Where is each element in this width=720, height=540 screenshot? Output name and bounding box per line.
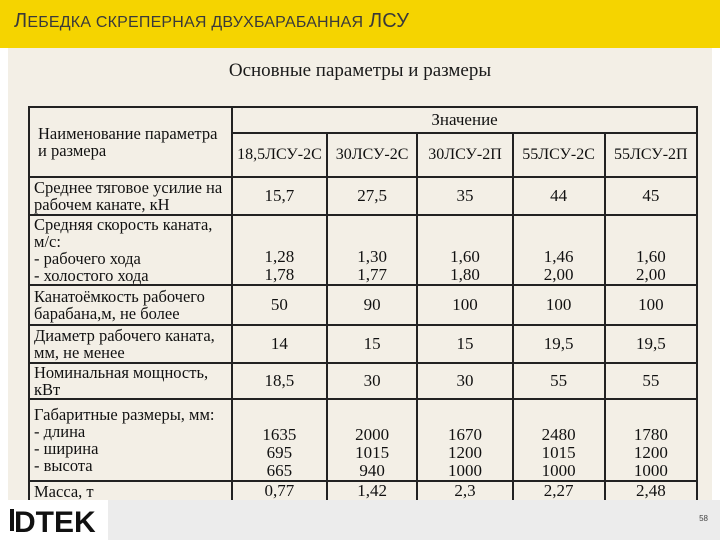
scanned-table-image <box>8 48 712 500</box>
value-cell: 1,46 2,00 <box>513 215 605 285</box>
value-cell: 30 <box>417 363 512 399</box>
value-cell: 35 <box>417 177 512 215</box>
value-cell: 15 <box>327 325 418 363</box>
header-parameter-name: Наименование параметра и размера <box>29 107 232 177</box>
value-cell: 15,7 <box>232 177 327 215</box>
table-row <box>29 363 697 399</box>
value-cell: 19,5 <box>605 325 697 363</box>
table-row <box>29 481 697 501</box>
value-cell: 1670 1200 1000 <box>417 399 512 481</box>
value-cell: 14 <box>232 325 327 363</box>
title-tail: ЛСУ <box>368 10 410 32</box>
parameter-name-cell: Масса, т <box>29 481 232 501</box>
model-header: 18,5ЛСУ-2С <box>232 133 327 177</box>
value-cell: 30 <box>327 363 418 399</box>
parameter-name-cell: Средняя скорость каната, м/с: - рабочего хода - холостого хода <box>29 215 232 285</box>
table-row <box>29 325 697 363</box>
value-cell: 0,77 <box>232 481 327 501</box>
model-header: 30ЛСУ-2С <box>327 133 418 177</box>
value-cell: 2,27 <box>513 481 605 501</box>
value-cell: 1635 695 665 <box>232 399 327 481</box>
value-cell: 90 <box>327 285 418 325</box>
value-cell: 1,30 1,77 <box>327 215 418 285</box>
value-cell: 1,60 1,80 <box>417 215 512 285</box>
parameter-name-cell: Габаритные размеры, мм: - длина - ширина - высота <box>29 399 232 481</box>
value-cell: 2480 1015 1000 <box>513 399 605 481</box>
value-cell: 1780 1200 1000 <box>605 399 697 481</box>
title-main: ЕБЕДКА СКРЕПЕРНАЯ ДВУХБАРАБАННАЯ <box>27 14 364 31</box>
title-initial: Л <box>14 10 28 32</box>
value-cell: 44 <box>513 177 605 215</box>
logo-text: DTEK <box>14 506 96 534</box>
value-cell: 18,5 <box>232 363 327 399</box>
dtek-logo <box>10 506 106 534</box>
parameter-name-cell: Диаметр рабочего каната, мм, не менее <box>29 325 232 363</box>
value-cell: 1,42 <box>327 481 418 501</box>
value-cell: 2,3 <box>417 481 512 501</box>
table-title: Основные параметры и размеры <box>228 60 492 81</box>
page-number: 58 <box>699 514 708 523</box>
value-cell: 45 <box>605 177 697 215</box>
table-header-row <box>29 107 697 133</box>
slide-title <box>14 10 409 33</box>
value-cell: 1,28 1,78 <box>232 215 327 285</box>
parameter-name-cell: Номинальная мощность, кВт <box>29 363 232 399</box>
value-cell: 2,48 <box>605 481 697 501</box>
table-row <box>29 399 697 481</box>
value-cell: 2000 1015 940 <box>327 399 418 481</box>
value-cell: 19,5 <box>513 325 605 363</box>
value-cell: 1,60 2,00 <box>605 215 697 285</box>
value-cell: 100 <box>605 285 697 325</box>
table-row <box>29 285 697 325</box>
model-header: 30ЛСУ-2П <box>417 133 512 177</box>
value-cell: 27,5 <box>327 177 418 215</box>
value-cell: 100 <box>513 285 605 325</box>
parameter-name-cell: Канатоёмкость рабочего барабана,м, не более <box>29 285 232 325</box>
parameter-name-cell: Среднее тяговое усилие на рабочем канате, кН <box>29 177 232 215</box>
header-value: Значение <box>232 107 697 133</box>
model-header: 55ЛСУ-2С <box>513 133 605 177</box>
footer-strip <box>108 500 720 540</box>
value-cell: 55 <box>605 363 697 399</box>
value-cell: 50 <box>232 285 327 325</box>
value-cell: 15 <box>417 325 512 363</box>
value-cell: 100 <box>417 285 512 325</box>
table-row <box>29 177 697 215</box>
table-row <box>29 215 697 285</box>
value-cell: 55 <box>513 363 605 399</box>
model-header: 55ЛСУ-2П <box>605 133 697 177</box>
parameters-table <box>28 106 698 502</box>
